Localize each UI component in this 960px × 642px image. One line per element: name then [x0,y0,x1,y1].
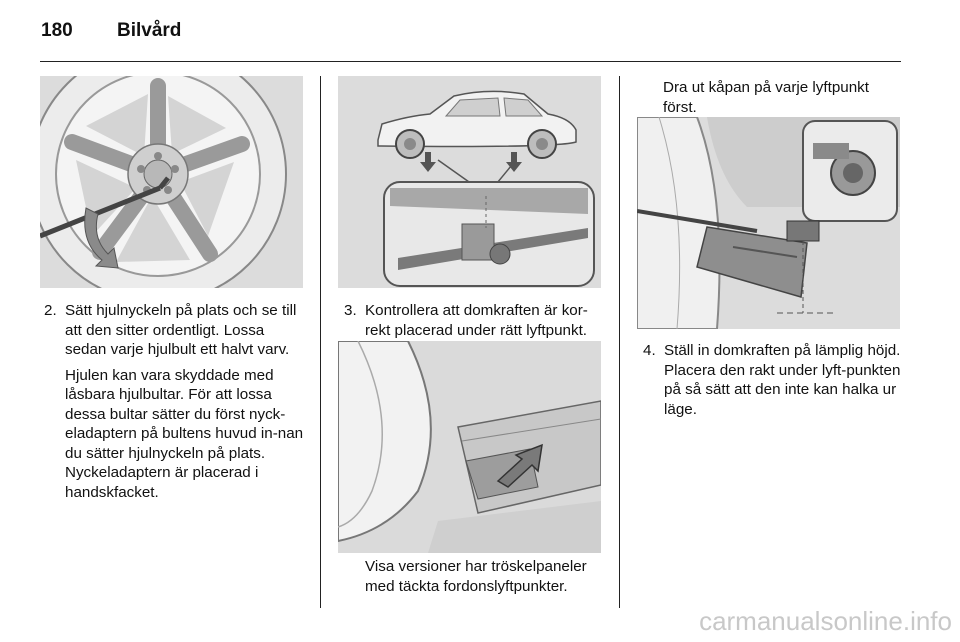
step-text: Sätt hjulnyckeln på plats och se till att den sitter ordentligt. Lossa sedan varje hjulbult ett halvt varv. [65,302,297,358]
car-lift-points-illustration [338,76,601,288]
step-4 [643,341,905,419]
note-paragraph: Hjulen kan vara skyddade med låsbara hjulbultar. För att lossa dessa bultar sätter du först nyck-eladaptern på bultens huvud in-nan du sätter hjulnyckeln på plats. Nyckeladaptern är placerad i handskfacket. [65,366,304,501]
step-text: Ställ in domkraften på lämplig höjd. Placera den rakt under lyft-punkten på så sätt att den inte kan halka ur läge. [664,342,901,418]
col3-intro [663,78,903,117]
col3-step-text [643,341,905,419]
column-divider-1 [320,76,321,608]
step-number: 3. [344,302,357,319]
column-divider-2 [619,76,620,608]
col1-text [44,301,306,502]
section-title: Bilvård [117,20,182,41]
caption-text: Visa versioner har tröskelpaneler med täckta fordonslyftpunkter. [365,558,587,595]
sill-panel-illustration [338,341,601,553]
header-rule [40,61,901,62]
intro-text: Dra ut kåpan på varje lyftpunkt först. [663,79,869,116]
watermark: carmanualsonline.info [699,606,952,636]
wheel-wrench-illustration [40,76,303,288]
step-2 [44,301,306,360]
page-number: 180 [41,20,73,41]
col2-step-text [344,301,606,340]
step-text: Kontrollera att domkraften är kor-rekt placerad under rätt lyftpunkt. [365,302,588,339]
jack-under-sill-illustration [637,117,900,329]
step-number: 2. [44,302,57,319]
step-3 [344,301,606,340]
step-number: 4. [643,342,656,359]
sill-panel-caption [365,557,610,596]
